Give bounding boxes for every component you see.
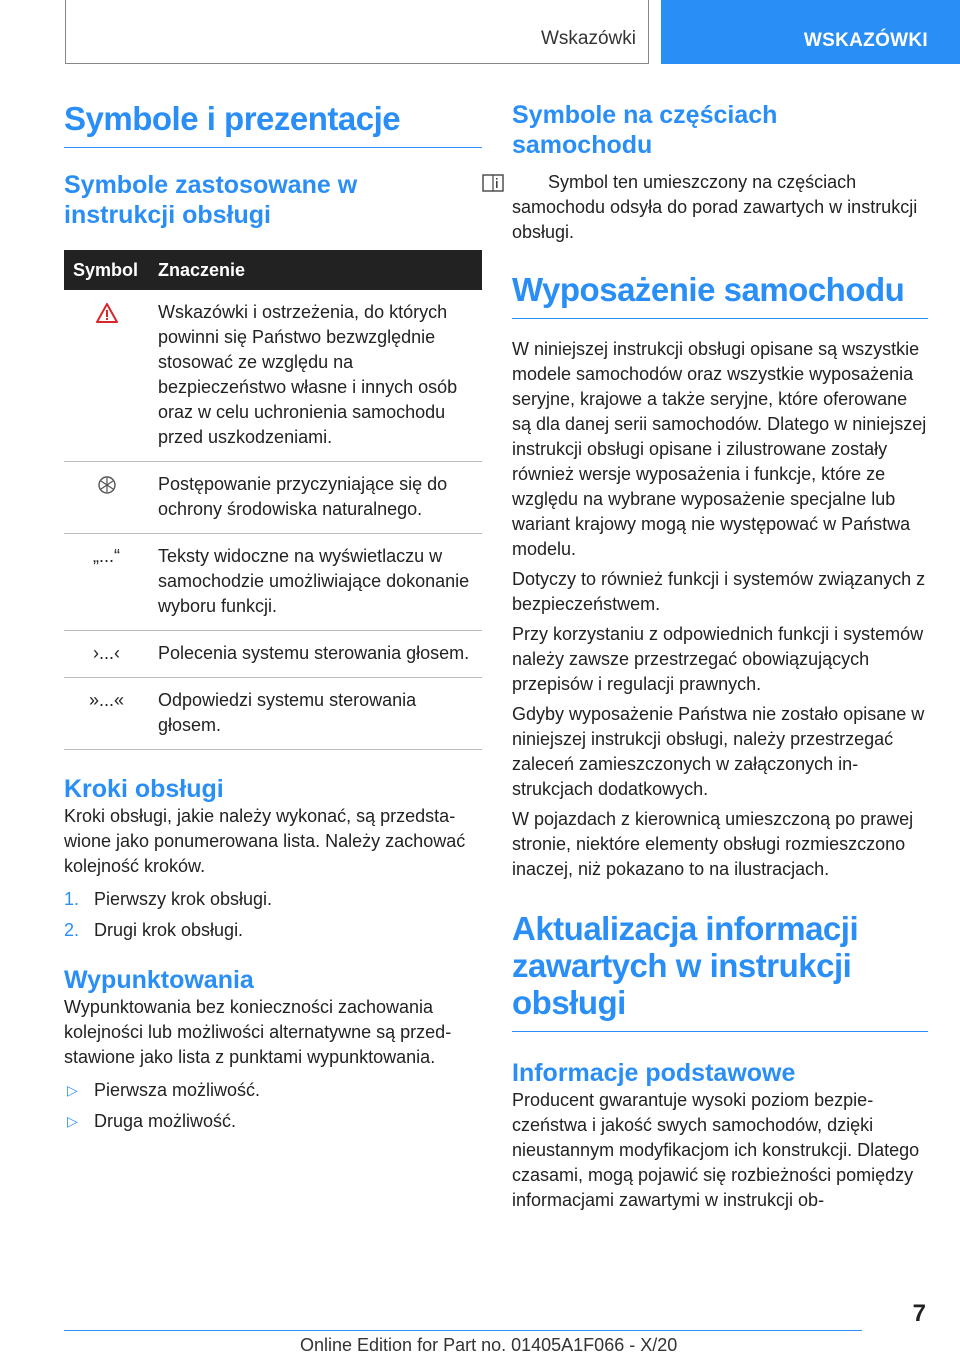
symbols-table	[64, 250, 482, 750]
subsection-title-symbols-used: Symbole zastosowane w instrukcji obsługi	[64, 171, 358, 229]
table-header-symbol: Symbol	[64, 250, 149, 290]
section-title-symbols: Symbole i prezentacje	[64, 100, 482, 148]
parts-description-text: Symbol ten umieszczony na częściach samochodu odsyła do porad zawartych w instrukcji obsługi.	[512, 172, 918, 242]
list-item-text: Pierwsza możliwość.	[94, 1080, 261, 1100]
header-chapter-label: WSKAZÓWKI	[803, 30, 928, 51]
steps-list	[64, 887, 482, 943]
table-row	[64, 631, 482, 678]
table-cell-meaning: Teksty widoczne na wyświetlaczu w samochodzie umożliwiające dokonanie wyboru funkcji.	[149, 534, 482, 631]
list-item-text: Drugi krok obsługi.	[94, 920, 244, 940]
table-cell-symbol	[64, 462, 149, 534]
equipment-paragraph: Przy korzystaniu z odpowiednich funkcji i systemów należy zawsze przestrzegać obowiązujących przepisów i regulacji prawnych.	[512, 624, 924, 694]
page-number: 7	[912, 1300, 926, 1327]
environment-leaf-icon	[97, 475, 117, 495]
table-cell-symbol: „...“	[64, 534, 149, 631]
section-title-equipment: Wyposażenie samochodu	[512, 271, 928, 319]
list-item	[64, 887, 482, 912]
table-cell-symbol	[64, 290, 149, 462]
footer-edition: Online Edition for Part no. 01405A1F066 - X/20	[300, 1335, 678, 1355]
manual-book-icon	[482, 174, 504, 192]
table-cell-meaning: Wskazówki i ostrzeżenia, do których powinni się Państwo bezwzględnie stosować ze względu na bezpieczeństwo własne i innych osób oraz w celu uchronienia samochodu przed uszkodzeniami.	[149, 290, 482, 462]
list-item-number: 2.	[64, 920, 80, 940]
equipment-paragraph: Dotyczy to również funkcji i systemów związanych z bezpieczeństwem.	[512, 569, 926, 614]
subsection-title-bullets: Wypunktowania	[64, 966, 254, 994]
warning-triangle-icon	[96, 303, 118, 323]
right-column	[512, 100, 928, 1218]
header-section-label: Wskazówki	[540, 28, 636, 49]
table-cell-meaning: Odpowiedzi systemu sterowania głosem.	[149, 678, 482, 750]
footer-divider	[64, 1330, 862, 1331]
table-row	[64, 290, 482, 462]
steps-description: Kroki obsługi, jakie należy wykonać, są przedstawione jako ponumerowana lista. Należy zachować kolejność kroków.	[64, 806, 466, 876]
subsection-title-parts-symbols: Symbole na częściach samochodu	[512, 101, 778, 159]
table-cell-meaning: Postępowanie przyczyniające się do ochrony środowiska naturalnego.	[149, 462, 482, 534]
equipment-paragraph: W niniejszej instrukcji obsługi opisane są wszystkie modele samochodów oraz wszystkie wyposażenia seryjne, krajowe a także seryjne, które oferowane są dla danej serii samochodów. Dlatego w niniejszej instrukcji obsługi opisane i zilustrowane zostały również wersje wyposażenia i funkcje, które ze względu na wybrane wyposażenie specjalne lub wariant krajowy mogą nie występować w Państwa modelu.	[512, 339, 927, 559]
equipment-body	[512, 337, 928, 882]
table-header-meaning: Znaczenie	[149, 250, 482, 290]
section-title-update: Aktualizacja informacji zawartych w instrukcji obsługi	[512, 910, 928, 1032]
equipment-paragraph: Gdyby wyposażenie Państwa nie zostało opisane w niniejszej instrukcji obsługi, należy przestrzegać zaleceń zamieszczonych w załączonych instrukcjach dodatkowych.	[512, 704, 925, 799]
bullets-list	[64, 1078, 482, 1134]
table-cell-symbol: ›...‹	[64, 631, 149, 678]
table-row	[64, 534, 482, 631]
header-box	[65, 0, 649, 64]
table-cell-meaning: Polecenia systemu sterowania głosem.	[149, 631, 482, 678]
table-header-row	[64, 250, 482, 290]
list-item-text: Pierwszy krok obsługi.	[94, 889, 273, 909]
basic-info-text: Producent gwarantuje wysoki poziom bezpieczeństwa i jakość swych samochodów, dzięki nieustannym modyfikacjom ich konstrukcji. Dlatego czasami, mogą pojawić się rozbieżności pomiędzy informacjami zawartymi w instrukcji ob-	[512, 1090, 920, 1210]
subsection-title-steps: Kroki obsługi	[64, 775, 224, 803]
triangle-bullet-icon: ▷	[67, 1113, 78, 1129]
subsection-title-basic-info: Informacje podstawowe	[512, 1059, 796, 1087]
table-cell-symbol: »...«	[64, 678, 149, 750]
equipment-paragraph: W pojazdach z kierownicą umieszczoną po prawej stronie, niektóre elementy obsługi rozmieszczono inaczej, niż pokazano to na ilustracjach.	[512, 809, 914, 879]
table-row	[64, 462, 482, 534]
parts-description	[512, 170, 928, 245]
list-item-number: 1.	[64, 889, 80, 909]
left-column	[64, 100, 482, 1140]
triangle-bullet-icon: ▷	[67, 1082, 78, 1098]
list-item	[64, 1078, 482, 1103]
header-chapter-tab[interactable]	[661, 0, 960, 64]
list-item	[64, 918, 482, 943]
list-item-text: Druga możliwość.	[94, 1111, 237, 1131]
table-row	[64, 678, 482, 750]
list-item	[64, 1109, 482, 1134]
bullets-description: Wypunktowania bez konieczności zachowania kolejności lub możliwości alternatywne są przedstawione jako lista z punktami wypunktowania.	[64, 997, 452, 1067]
